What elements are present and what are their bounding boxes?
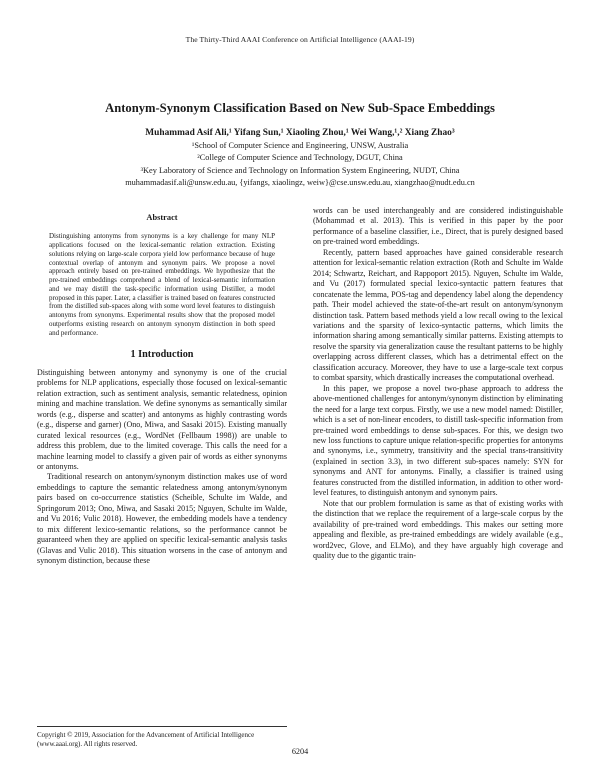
abstract-heading: Abstract	[146, 213, 178, 222]
abstract-body	[37, 232, 287, 337]
introduction-heading: 1 Introduction	[130, 349, 194, 361]
author-emails: muhammadasif.ali@unsw.edu.au, {yifangs, xiaolingz, weiw}@cse.unsw.edu.au, xiangzhao@nudt.edu.cn	[125, 178, 475, 187]
intro-paragraph-4: Recently, pattern based approaches have gained considerable research attention for lexical-semantic relation extraction (Roth and Schulte im Walde 2014; Schwartz, Reichart, and Rappoport 2015). Nguyen, Schulte im Walde, and Vu (2017) formulated special lexico-syntactic pattern features that concatenate the lemma, POS-tag and dependency label along the dependency path. Their model achieved the state-of-the-art result on antonym/synonym distinction task. Pattern based methods yield a low recall owing to the lexical variations and the sparsity of lexico-syntactic patterns, which limits the information sharing among semantically similar patterns. Existing attempts to resolve the sparsity via generalization cause the resultant patterns to be highly overlapping across different classes, which has a detrimental effect on the classification accuracy. Moreover, they have to use a large-scale text corpus to combat sparsity, which drastically increases the computational overhead.	[313, 247, 563, 383]
author-list: Muhammad Asif Ali,¹ Yifang Sun,¹ Xiaoling Zhou,¹ Wei Wang,¹,² Xiang Zhao³	[145, 128, 455, 138]
intro-paragraph-1: Distinguishing between antonymy and synonymy is one of the crucial problems for NLP applications, especially those focused on lexical-semantic relation extraction, such as sentiment analysis, semantic relatedness, opinion mining and machine translation. We define synonyms as semantically similar words (e.g., disperse and scatter) and antonyms as highly contrasting words (e.g., disperse and garner) (Ono, Miwa, and Sasaki 2015). Existing manually curated lexical resources (e.g., WordNet (Fellbaum 1998)) are unable to address this problem, due to the limited coverage. This calls the need for a machine learning model to classify a given pair of words as either synonyms or antonyms.	[37, 367, 287, 471]
right-column	[313, 206, 563, 561]
intro-paragraph-2: Traditional research on antonym/synonym distinction makes use of word embeddings to capture the semantic relatedness among antonym/synonym pairs based on co-occurrence statistics (Scheible, Schulte im Walde, and Springorum 2013; Ono, Miwa, and Sasaki 2015; Nguyen, Schulte im Walde, and Vu 2016; Vulic 2018). However, the embedding models have a tendency to mix different lexico-semantic relations, so the performance cannot be guaranteed when they are applied on specific lexical-semantic analysis tasks (Glavas and Vulic 2018). This situation worsens in the case of antonym and synonym distinction, because these	[37, 472, 287, 566]
affiliation-1: ¹School of Computer Science and Engineering, UNSW, Australia	[191, 141, 409, 150]
affiliation-2: ²College of Computer Science and Technology, DGUT, China	[197, 153, 403, 162]
abstract-text: Distinguishing antonyms from synonyms is a key challenge for many NLP applications focused on the lexical-semantic relation extraction. Existing solutions relying on large-scale corpora yield low performance because of huge contextual overlap of antonym and synonym pairs. We propose a novel approach entirely based on pre-trained embeddings. We hypothesize that the pre-trained embeddings comprehend a blend of lexical-semantic information and we may distill the task-specific information using Distiller, a model proposed in this paper. Later, a classifier is trained based on features constructed from the distilled sub-spaces along with some word level features to distinguish antonyms from synonyms. Experimental results show that the proposed model outperforms existing research on antonym synonym distinction in both speed and performance.	[49, 232, 275, 337]
copyright-notice: Copyright © 2019, Association for the Advancement of Artificial Intelligence (www.aaai.org). All rights reserved.	[37, 726, 287, 748]
intro-paragraph-3: words can be used interchangeably and are considered indistinguishable (Mohammad et al. 2013). This is verified in this paper by the poor performance of a baseline classifier, i.e., Direct, that is purely designed based on pre-trained word embeddings.	[313, 206, 563, 247]
intro-paragraph-6: Note that our problem formulation is same as that of existing works with the distinction that we replace the requirement of a large-scale corpus by the availability of pre-trained word embeddings. This makes our setting more appealing and flexible, as pre-trained embeddings are widely available (e.g., word2vec, Glove, and ELMo), and they have arguably high coverage and quality due to the gigantic train-	[313, 498, 563, 560]
intro-paragraph-5: In this paper, we propose a novel two-phase approach to address the above-mentioned challenges for antonym/synonym distinction by eliminating the need for a large text corpus. Firstly, we use a new model named: Distiller, which is a set of non-linear encoders, to distill task-specific information from pre-trained word embeddings to dense sub-spaces. For this, we design two new loss functions to capture unique relation-specific properties for antonyms and synonyms, i.e., symmetry, transitivity and the special trans-transitivity (explained in section 3.3), in two different sub-spaces namely: SYN for synonyms and ANT for antonyms. Finally, a classifier is trained using features constructed from the distilled information, in addition to other word-level features, to distinguish antonym and synonym pairs.	[313, 383, 563, 498]
paper-title: Antonym-Synonym Classification Based on New Sub-Space Embeddings	[105, 101, 495, 115]
left-column	[37, 206, 287, 567]
conference-header: The Thirty-Third AAAI Conference on Artificial Intelligence (AAAI-19)	[185, 35, 415, 44]
affiliation-3: ³Key Laboratory of Science and Technology on Information System Engineering, NUDT, China	[140, 166, 460, 175]
page-number: 6204	[291, 747, 309, 756]
